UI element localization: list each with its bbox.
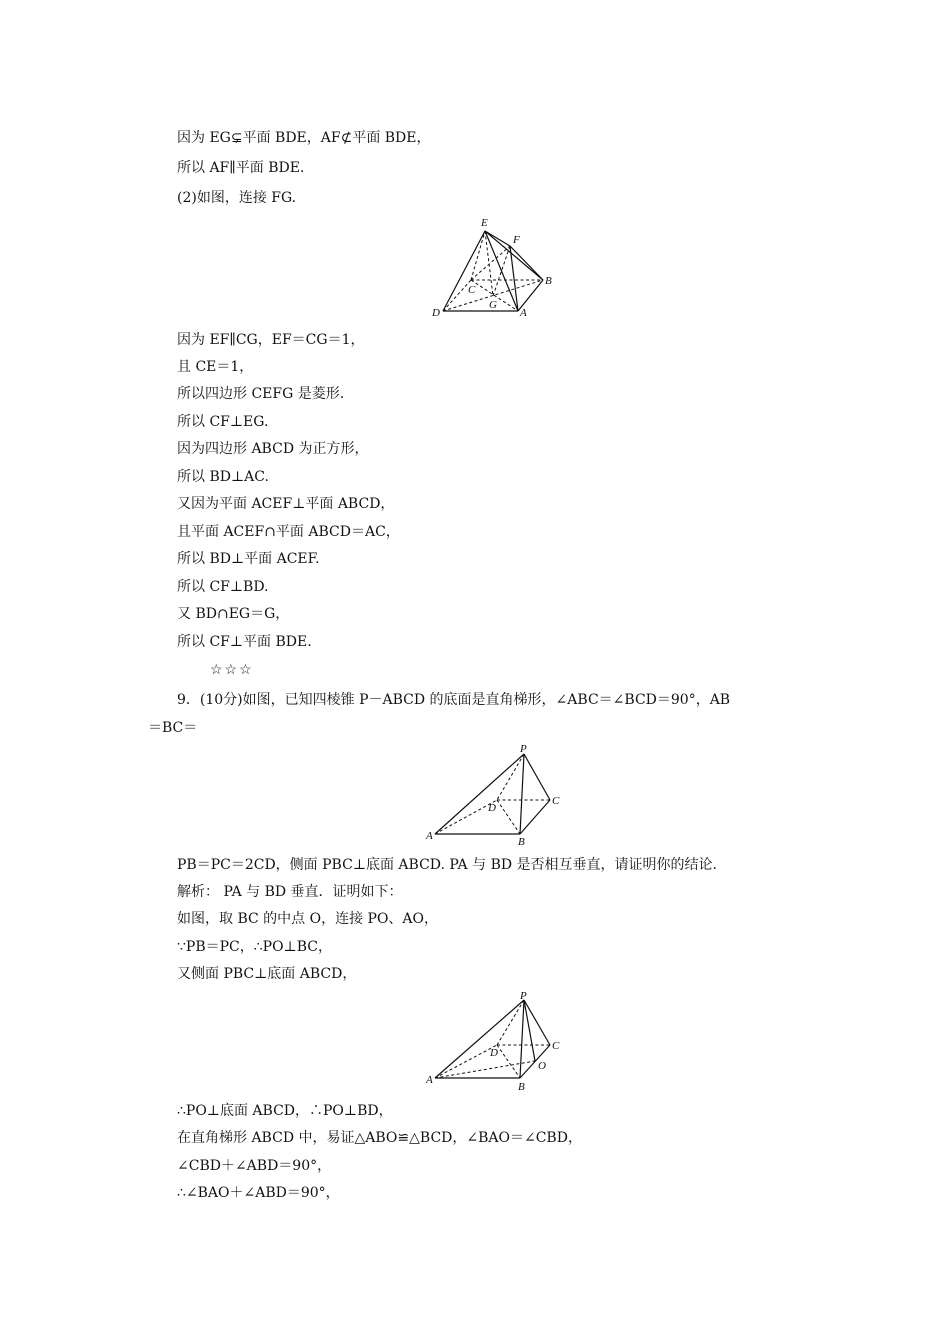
text-line: 因为四边形 ABCD 为正方形， xyxy=(177,441,369,457)
vertex-label-G: G xyxy=(489,299,497,311)
text-line: 所以 CF⊥平面 BDE. xyxy=(177,634,312,650)
text-line: PB＝PC＝2CD，侧面 PBC⊥底面 ABCD. PA 与 BD 是否相互垂直，请证明你的结论. xyxy=(177,857,717,873)
text-line: (2)如图，连接 FG. xyxy=(177,190,297,206)
vertex-label-P: P xyxy=(520,990,527,1002)
text-line: 又因为平面 ACEF⊥平面 ABCD， xyxy=(177,496,395,512)
problem-line: ＝BC＝ xyxy=(148,720,198,736)
text-line: ∠CBD＋∠ABD＝90°， xyxy=(177,1158,332,1174)
text-line: 在直角梯形 ABCD 中，易证△ABO≌△BCD，∠BAO＝∠CBD， xyxy=(177,1130,582,1146)
vertex-label-A: A xyxy=(426,830,433,842)
text-line: 所以 CF⊥BD. xyxy=(177,579,269,595)
vertex-label-D: D xyxy=(488,802,496,814)
text-line: 如图，取 BC 的中点 O，连接 PO、AO， xyxy=(177,911,439,927)
vertex-label-F: F xyxy=(513,234,520,246)
vertex-label-O: O xyxy=(538,1060,546,1072)
vertex-label-B: B xyxy=(545,275,552,287)
vertex-label-C: C xyxy=(552,795,560,807)
vertex-label-D: D xyxy=(432,307,440,319)
vertex-label-P: P xyxy=(520,743,527,755)
vertex-label-E: E xyxy=(481,217,488,229)
figure-pyramid xyxy=(422,742,572,848)
vertex-label-A: A xyxy=(520,307,527,319)
vertex-label-D: D xyxy=(490,1047,498,1059)
text-line: 又 BD∩EG＝G， xyxy=(177,606,290,622)
text-line: ∴∠BAO＋∠ABD＝90°， xyxy=(177,1185,340,1201)
text-line: 且平面 ACEF∩平面 ABCD＝AC， xyxy=(177,524,400,540)
vertex-label-C: C xyxy=(468,284,476,296)
text-line: 因为 EF∥CG，EF＝CG＝1， xyxy=(177,332,365,348)
text-line: 所以 AF∥平面 BDE. xyxy=(177,160,305,176)
text-line: ∴PO⊥底面 ABCD，∴PO⊥BD， xyxy=(177,1103,393,1119)
text-line: ∵PB＝PC，∴PO⊥BC， xyxy=(177,939,332,955)
text-line: 又侧面 PBC⊥底面 ABCD， xyxy=(177,966,357,982)
figure-pyramid-midpoint xyxy=(422,990,572,1096)
vertex-label-B: B xyxy=(518,836,525,848)
section-stars: ☆☆☆ xyxy=(210,662,254,678)
text-line: 所以 BD⊥AC. xyxy=(177,469,269,485)
text-line: 因为 EG⊊平面 BDE，AF⊄平面 BDE， xyxy=(177,130,431,146)
problem-line: 9．(10分)如图，已知四棱锥 P－ABCD 的底面是直角梯形，∠ABC＝∠BCD＝90°，AB xyxy=(177,692,731,708)
vertex-label-B: B xyxy=(518,1081,525,1093)
vertex-label-C: C xyxy=(552,1040,560,1052)
vertex-label-A: A xyxy=(426,1074,433,1086)
text-line: 且 CE＝1， xyxy=(177,359,254,375)
text-line: 所以四边形 CEFG 是菱形. xyxy=(177,386,345,402)
text-line: 所以 BD⊥平面 ACEF. xyxy=(177,551,320,567)
text-line: 解析： PA 与 BD 垂直．证明如下： xyxy=(177,884,403,900)
text-line: 所以 CF⊥EG. xyxy=(177,414,269,430)
figure-solid-ef-cube xyxy=(428,214,558,320)
